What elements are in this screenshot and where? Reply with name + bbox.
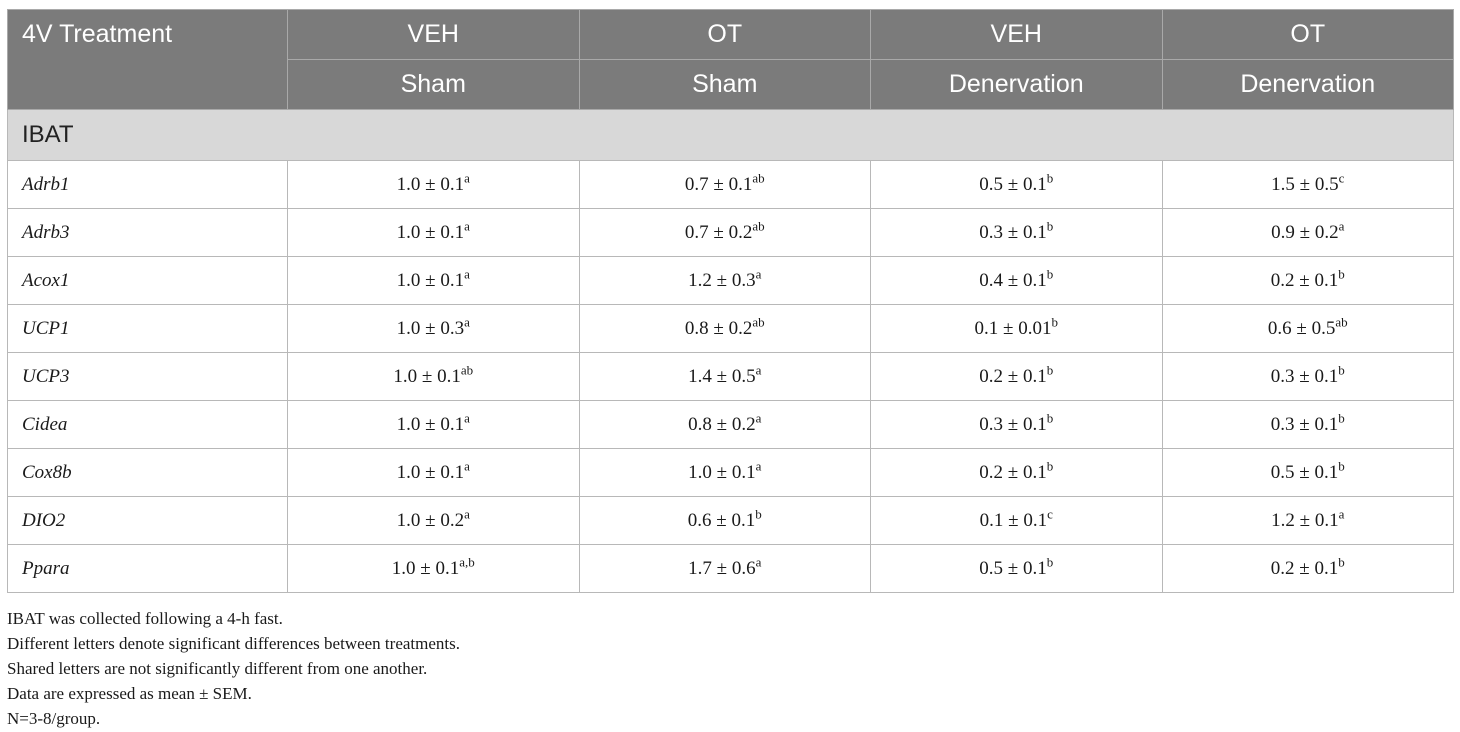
mean-sem-value: 1.0 ± 0.1 xyxy=(391,557,460,579)
mean-sem-value: 1.0 ± 0.1 xyxy=(396,173,465,195)
mean-sem-value: 0.3 ± 0.1 xyxy=(1270,413,1339,435)
value-cell xyxy=(288,545,580,593)
table-row xyxy=(8,353,1454,401)
header-col-2-treatment: OT xyxy=(579,10,871,60)
value-cell xyxy=(871,545,1163,593)
significance-letter: ab xyxy=(460,362,474,378)
mean-sem-value: 0.3 ± 0.1 xyxy=(1270,365,1339,387)
mean-sem-value: 1.0 ± 0.3 xyxy=(396,317,465,339)
mean-sem-value: 1.0 ± 0.2 xyxy=(396,509,465,531)
significance-letter: b xyxy=(1338,410,1345,426)
mean-sem-value: 1.0 ± 0.1 xyxy=(688,461,756,483)
gene-name-cell: UCP3 xyxy=(8,353,288,401)
footnote-line: Different letters denote significant differences between treatments. xyxy=(7,634,460,653)
mean-sem-value: 0.5 ± 0.1 xyxy=(979,173,1047,195)
significance-letter: a xyxy=(1338,506,1345,522)
gene-name-cell: Cidea xyxy=(8,401,288,449)
mean-sem-value: 0.7 ± 0.2 xyxy=(684,221,753,243)
footnote-line: Shared letters are not significantly different from one another. xyxy=(7,659,428,678)
value-cell xyxy=(1162,305,1454,353)
gene-name-cell: UCP1 xyxy=(8,305,288,353)
significance-letter: c xyxy=(1047,506,1053,522)
header-col-3-surgery: Denervation xyxy=(871,60,1163,110)
mean-sem-value: 0.1 ± 0.01 xyxy=(974,317,1052,339)
mean-sem-value: 1.2 ± 0.3 xyxy=(688,269,756,291)
footnote-line: IBAT was collected following a 4-h fast. xyxy=(7,609,283,628)
significance-letter: b xyxy=(1338,266,1345,282)
value-cell xyxy=(1162,209,1454,257)
significance-letter: b xyxy=(1046,218,1054,234)
significance-letter: b xyxy=(1046,362,1054,378)
header-col-1-surgery: Sham xyxy=(288,60,580,110)
mean-sem-value: 1.5 ± 0.5 xyxy=(1271,173,1339,195)
mean-sem-value: 0.6 ± 0.5 xyxy=(1267,317,1336,339)
value-cell xyxy=(579,209,871,257)
table-body xyxy=(8,110,1454,593)
header-treatment-label: 4V Treatment xyxy=(8,10,288,110)
table-header xyxy=(8,10,1454,110)
mean-sem-value: 0.2 ± 0.1 xyxy=(979,365,1047,387)
value-cell xyxy=(1162,449,1454,497)
significance-letter: a xyxy=(755,458,762,474)
significance-letter: b xyxy=(1046,458,1054,474)
table-row xyxy=(8,161,1454,209)
section-label: IBAT xyxy=(8,110,1454,161)
mean-sem-value: 1.0 ± 0.1 xyxy=(396,221,465,243)
mean-sem-value: 0.4 ± 0.1 xyxy=(979,269,1047,291)
significance-letter: b xyxy=(1338,554,1345,570)
significance-letter: a xyxy=(464,170,470,186)
mean-sem-value: 1.2 ± 0.1 xyxy=(1271,509,1339,531)
gene-name-cell: Cox8b xyxy=(8,449,288,497)
value-cell xyxy=(871,353,1163,401)
significance-letter: b xyxy=(1046,410,1054,426)
footnote-line: Data are expressed as mean ± SEM. xyxy=(7,684,252,703)
value-cell xyxy=(579,305,871,353)
value-cell xyxy=(1162,161,1454,209)
mean-sem-value: 0.3 ± 0.1 xyxy=(979,413,1047,435)
significance-letter: a,b xyxy=(459,554,475,570)
mean-sem-value: 1.0 ± 0.1 xyxy=(396,461,465,483)
gene-name-cell: DIO2 xyxy=(8,497,288,545)
value-cell xyxy=(579,353,871,401)
significance-letter: ab xyxy=(752,218,765,234)
mean-sem-value: 0.8 ± 0.2 xyxy=(688,413,756,435)
significance-letter: a xyxy=(755,362,762,378)
footnote-line: N=3-8/group. xyxy=(7,709,101,728)
significance-letter: a xyxy=(755,554,762,570)
mean-sem-value: 0.6 ± 0.1 xyxy=(687,509,756,531)
significance-letter: a xyxy=(755,266,762,282)
header-col-2-surgery: Sham xyxy=(579,60,871,110)
value-cell xyxy=(871,401,1163,449)
mean-sem-value: 0.2 ± 0.1 xyxy=(1270,269,1339,291)
header-row-treatment xyxy=(8,10,1454,60)
significance-letter: b xyxy=(1051,314,1058,330)
mean-sem-value: 0.1 ± 0.1 xyxy=(979,509,1048,531)
significance-letter: b xyxy=(1046,170,1054,186)
significance-letter: a xyxy=(464,506,470,522)
section-row xyxy=(8,110,1454,161)
significance-letter: c xyxy=(1338,170,1345,186)
results-table-container xyxy=(7,9,1453,593)
value-cell xyxy=(1162,401,1454,449)
value-cell xyxy=(579,545,871,593)
significance-letter: b xyxy=(1046,554,1054,570)
value-cell xyxy=(871,449,1163,497)
significance-letter: ab xyxy=(752,314,765,330)
value-cell xyxy=(288,257,580,305)
header-col-4-surgery: Denervation xyxy=(1162,60,1454,110)
mean-sem-value: 0.9 ± 0.2 xyxy=(1271,221,1339,243)
value-cell xyxy=(288,449,580,497)
value-cell xyxy=(579,161,871,209)
gene-name-cell: Adrb1 xyxy=(8,161,288,209)
value-cell xyxy=(871,497,1163,545)
table-row xyxy=(8,449,1454,497)
significance-letter: ab xyxy=(752,170,765,186)
value-cell xyxy=(1162,545,1454,593)
significance-letter: ab xyxy=(1335,314,1348,330)
value-cell xyxy=(288,209,580,257)
value-cell xyxy=(288,497,580,545)
gene-name-cell: Acox1 xyxy=(8,257,288,305)
mean-sem-value: 1.4 ± 0.5 xyxy=(688,365,756,387)
value-cell xyxy=(288,401,580,449)
mean-sem-value: 1.0 ± 0.1 xyxy=(396,269,465,291)
value-cell xyxy=(1162,353,1454,401)
significance-letter: b xyxy=(1338,458,1345,474)
mean-sem-value: 0.2 ± 0.1 xyxy=(979,461,1047,483)
significance-letter: a xyxy=(1338,218,1345,234)
significance-letter: b xyxy=(755,506,762,522)
mean-sem-value: 1.7 ± 0.6 xyxy=(688,557,756,579)
significance-letter: b xyxy=(1338,362,1345,378)
value-cell xyxy=(871,257,1163,305)
significance-letter: a xyxy=(464,266,470,282)
gene-name-cell: Ppara xyxy=(8,545,288,593)
value-cell xyxy=(1162,257,1454,305)
table-row xyxy=(8,545,1454,593)
mean-sem-value: 0.8 ± 0.2 xyxy=(684,317,753,339)
value-cell xyxy=(871,209,1163,257)
significance-letter: a xyxy=(464,458,470,474)
value-cell xyxy=(871,305,1163,353)
value-cell xyxy=(288,161,580,209)
mean-sem-value: 0.7 ± 0.1 xyxy=(684,173,753,195)
header-col-4-treatment: OT xyxy=(1162,10,1454,60)
mean-sem-value: 1.0 ± 0.1 xyxy=(393,365,461,387)
value-cell xyxy=(288,305,580,353)
mean-sem-value: 0.5 ± 0.1 xyxy=(979,557,1047,579)
significance-letter: a xyxy=(464,410,470,426)
table-row xyxy=(8,305,1454,353)
mean-sem-value: 0.3 ± 0.1 xyxy=(979,221,1047,243)
significance-letter: a xyxy=(464,218,470,234)
value-cell xyxy=(579,449,871,497)
table-row xyxy=(8,497,1454,545)
value-cell xyxy=(579,401,871,449)
value-cell xyxy=(579,497,871,545)
mean-sem-value: 0.5 ± 0.1 xyxy=(1270,461,1339,483)
mean-sem-value: 0.2 ± 0.1 xyxy=(1270,557,1339,579)
table-row xyxy=(8,401,1454,449)
value-cell xyxy=(1162,497,1454,545)
gene-name-cell: Adrb3 xyxy=(8,209,288,257)
mean-sem-value: 1.0 ± 0.1 xyxy=(396,413,465,435)
table-row xyxy=(8,209,1454,257)
value-cell xyxy=(579,257,871,305)
value-cell xyxy=(871,161,1163,209)
header-col-1-treatment: VEH xyxy=(288,10,580,60)
table-footnotes xyxy=(7,606,460,731)
table-row xyxy=(8,257,1454,305)
significance-letter: b xyxy=(1046,266,1054,282)
gene-expression-table xyxy=(7,9,1454,593)
significance-letter: a xyxy=(464,314,470,330)
value-cell xyxy=(288,353,580,401)
header-col-3-treatment: VEH xyxy=(871,10,1163,60)
significance-letter: a xyxy=(755,410,762,426)
